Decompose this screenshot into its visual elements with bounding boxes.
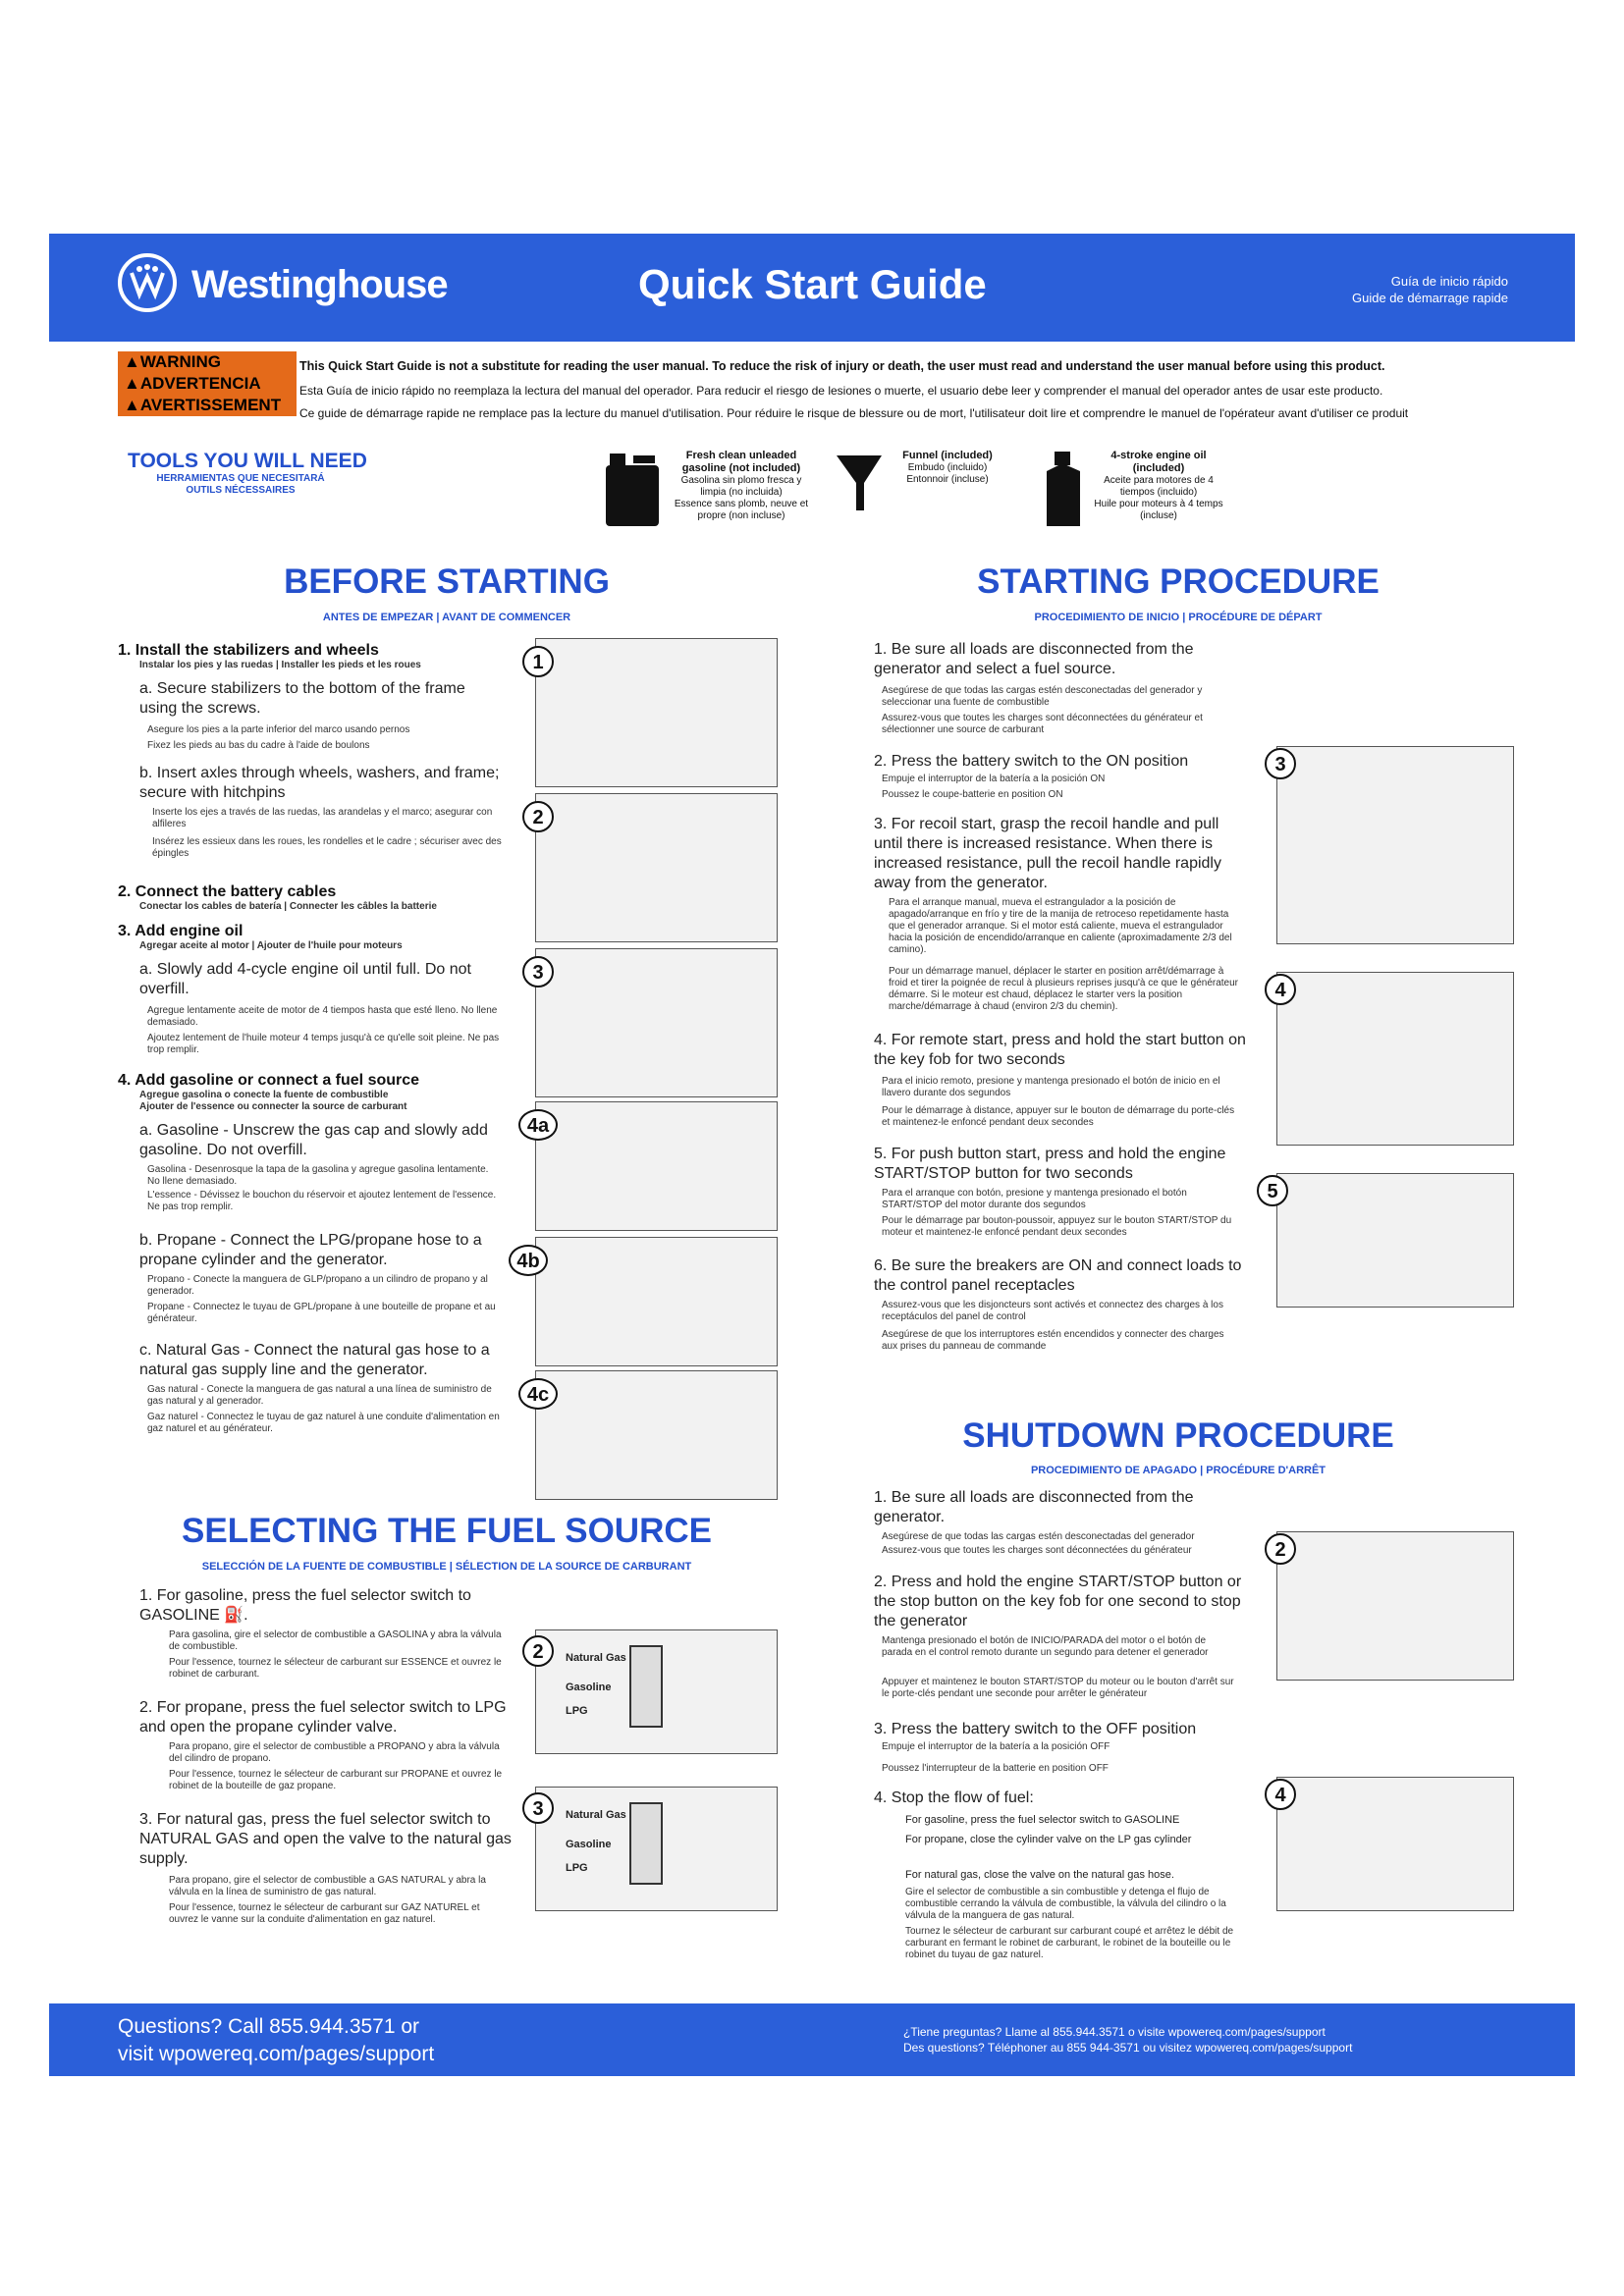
before-step3-heading: 3. Add engine oil (118, 923, 244, 939)
before-step4b-es: Propano - Conecte la manguera de GLP/propano a un cilindro de propano y al generador. (147, 1274, 488, 1297)
tool-oil (1090, 450, 1227, 522)
fuel-step1-fr: Pour l'essence, tournez le sélecteur de carburant sur ESSENCE et ouvrez le robinet de carburant. (169, 1657, 502, 1680)
tool-funnel-title: Funnel (included) (902, 450, 993, 461)
tools-title: TOOLS YOU WILL NEED (128, 450, 367, 472)
before-step4a: a. Gasoline - Unscrew the gas cap and slowly add gasoline. Do not overfill. (139, 1122, 488, 1158)
shut-step4-natural-gas: For natural gas, close the valve on the natural gas hose. (905, 1869, 1174, 1881)
fuel-step3-es: Para propano, gire el selector de combustible a GAS NATURAL y abra la válvula en la línea de suministro de gas natural. (169, 1875, 486, 1897)
start-step5-es: Para el arranque con botón, presione y mantenga presionado el botón START/STOP del motor durante dos segundos (882, 1188, 1187, 1210)
subtitle-fr: Guide de démarrage rapide (1352, 291, 1508, 305)
fuel-source-title: SELECTING THE FUEL SOURCE (182, 1512, 712, 1550)
before-step1a-fr: Fixez les pieds au bas du cadre à l'aide de boulons (147, 740, 370, 751)
tool-gasoline-es: Gasolina sin plomo fresca y limpia (no incluida) (680, 475, 802, 498)
switch-gasoline-label: Gasoline (566, 1682, 612, 1693)
fuel-step2-fr: Pour l'essence, tournez le sélecteur de carburant sur PROPANE et ouvrez le robinet de la bouteille de gaz propane. (169, 1769, 503, 1791)
tool-gasoline-fr: Essence sans plomb, neuve et propre (non incluse) (674, 499, 809, 521)
tool-funnel-es: Embudo (incluido) (907, 462, 988, 473)
fuel-step1-es: Para gasolina, gire el selector de combustible a GASOLINA y abra la válvula de combustible. (169, 1629, 502, 1652)
tool-funnel-fr: Entonnoir (incluse) (906, 474, 989, 485)
fuel-step2-es: Para propano, gire el selector de combustible a PROPANO y abra la válvula del cilindro de propano. (169, 1741, 500, 1764)
shut-step4: 4. Stop the flow of fuel: (874, 1789, 1034, 1806)
before-step1a-es: Asegure los pies a la parte inferior del marco usando pernos (147, 724, 410, 735)
badge-4a: 4a (518, 1109, 558, 1141)
badge-start-5: 5 (1257, 1175, 1288, 1206)
subtitle-es: Guía de inicio rápido (1390, 274, 1508, 289)
shut-step3-fr: Poussez l'interrupteur de la batterie en position OFF (882, 1763, 1109, 1774)
before-step4c-fr: Gaz naturel - Connectez le tuyau de gaz naturel à une conduite d'alimentation en gaz naturel et au générateur. (147, 1412, 500, 1434)
start-step1: 1. Be sure all loads are disconnected from the generator and select a fuel source. (874, 641, 1194, 677)
shutdown-title: SHUTDOWN PROCEDURE (962, 1416, 1394, 1455)
start-step4: 4. For remote start, press and hold the start button on the key fob for two seconds (874, 1032, 1246, 1068)
start-step5: 5. For push button start, press and hold the engine START/STOP button for two seconds (874, 1146, 1226, 1182)
before-starting-title: BEFORE STARTING (284, 562, 610, 601)
illustration-battery (535, 793, 778, 942)
gas-can-icon (604, 452, 661, 528)
before-starting-sub: ANTES DE EMPEZAR | AVANT DE COMMENCER (322, 612, 571, 623)
before-step4b: b. Propane - Connect the LPG/propane hose to a propane cylinder and the generator. (139, 1232, 482, 1268)
warning-text-fr: Ce guide de démarrage rapide ne remplace pas la lecture du manuel d'utilisation. Pour réduire le risque de blessure ou de mort, l'utilisateur doit lire et comprendre le manuel de l'opérateur avant d'utiliser ce produit (299, 406, 1409, 420)
footer-question-en-2: visit wpowereq.com/pages/support (118, 2043, 435, 2065)
header-banner (49, 234, 1575, 342)
start-step2-fr: Poussez le coupe-batterie en position ON (882, 789, 1063, 800)
shut-step3-es: Empuje el interruptor de la batería a la posición OFF (882, 1741, 1110, 1752)
fuel-selector-switch (629, 1802, 663, 1885)
shut-step3: 3. Press the battery switch to the OFF position (874, 1721, 1197, 1737)
before-step1b: b. Insert axles through wheels, washers, and frame; secure with hitchpins (139, 765, 500, 801)
badge-1: 1 (522, 646, 554, 677)
tool-gasoline (668, 450, 815, 522)
fuel-selector-switch (629, 1645, 663, 1728)
start-step2-es: Empuje el interruptor de la batería a la posición ON (882, 774, 1106, 784)
before-step4-heading: 4. Add gasoline or connect a fuel source (118, 1072, 420, 1089)
before-step3a-fr: Ajoutez lentement de l'huile moteur 4 temps jusqu'à ce qu'elle soit pleine. Ne pas trop remplir. (147, 1033, 500, 1055)
start-step4-es: Para el inicio remoto, presione y mantenga presionado el botón de inicio en el llavero durante dos segundos (882, 1076, 1220, 1098)
warning-text-en: This Quick Start Guide is not a substitute for reading the user manual. To reduce the risk of injury or death, the user must read and understand the user manual before using this product. (299, 359, 1385, 373)
shut-step2-fr: Appuyer et maintenez le bouton START/STOP du moteur ou le bouton d'arrêt sur le porte-clés pendant une seconde pour arrêter le générateur (882, 1677, 1234, 1699)
illustration-selector-ng (535, 1787, 778, 1911)
start-step3-es: Para el arranque manual, mueva el estrangulador a la posición de apagado/arranque en frío y tire de la manija de retroceso repetidamente hasta que el generador arranque. Si el motor está caliente, mueva el estrangulador hacia la posición de encendido/arranque en caliente (aproximadamente 2/3 del camino). (889, 897, 1232, 955)
shut-step2: 2. Press and hold the engine START/STOP button or the stop button on the key fob for one second to stop the generator (874, 1574, 1242, 1629)
start-step3: 3. For recoil start, grasp the recoil handle and pull until there is increased resistance. When there is increased resistance, pull the recoil handle rapidly away from the generator. (874, 816, 1221, 891)
warning-label-es: ▲ADVERTENCIA (118, 373, 297, 395)
fuel-step2: 2. For propane, press the fuel selector switch to LPG and open the propane cylinder valve. (139, 1699, 507, 1735)
shut-step4-gasoline: For gasoline, press the fuel selector switch to GASOLINE (905, 1814, 1180, 1826)
before-step4a-es: Gasolina - Desenrosque la tapa de la gasolina y agregue gasolina lentamente. No llene demasiado. (147, 1164, 489, 1187)
oil-bottle-icon (1041, 450, 1085, 528)
illustration-stop-button (1276, 1531, 1514, 1681)
westinghouse-logo-icon (118, 253, 177, 312)
start-step2: 2. Press the battery switch to the ON position (874, 753, 1189, 770)
before-step3a: a. Slowly add 4-cycle engine oil until full. Do not overfill. (139, 961, 471, 997)
badge-shut-4: 4 (1265, 1779, 1296, 1810)
illustration-natural-gas (535, 1370, 778, 1500)
warning-text-es: Esta Guía de inicio rápido no reemplaza la lectura del manual del operador. Para reducir el riesgo de lesiones o muerte, el usuario debe leer y comprender el manual del operador antes de usar este producto. (299, 384, 1383, 398)
before-step4-sub-es: Agregue gasolina o conecte la fuente de combustible (139, 1090, 389, 1100)
fuel-step1: 1. For gasoline, press the fuel selector switch to GASOLINE ⛽. (139, 1587, 471, 1624)
tool-oil-es: Aceite para motores de 4 tiempos (incluido) (1104, 475, 1214, 498)
shut-step2-es: Mantenga presionado el botón de INICIO/PARADA del motor o el botón de parada en el control remoto durante un segundo para detener el generador (882, 1635, 1209, 1658)
before-step2-sub: Conectar los cables de batería | Connecter les câbles la batterie (139, 901, 437, 912)
start-step6-es: Assurez-vous que les disjoncteurs sont activés et connectez des charges à los receptáculos del panel de control (882, 1300, 1223, 1322)
illustration-start-button (1276, 1173, 1514, 1308)
start-step1-fr: Assurez-vous que toutes les charges sont déconnectées du générateur et sélectionner une source de carburant (882, 713, 1203, 735)
before-step4c-es: Gas natural - Conecte la manguera de gas natural a una línea de suministro de gas natural y al generador. (147, 1384, 492, 1407)
switch-lpg-label: LPG (566, 1862, 588, 1874)
before-step4-sub-fr: Ajouter de l'essence ou connecter la source de carburant (139, 1101, 407, 1112)
illustration-recoil (1276, 746, 1514, 944)
before-step1-sub: Instalar los pies y las ruedas | Installer les pieds et les roues (139, 660, 421, 670)
before-step4c: c. Natural Gas - Connect the natural gas hose to a natural gas supply line and the generator. (139, 1342, 490, 1378)
footer-question-en-1: Questions? Call 855.944.3571 or (118, 2015, 420, 2038)
before-step1b-fr: Insérez les essieux dans les roues, les rondelles et le cadre ; sécuriser avec des épingles (152, 836, 502, 859)
footer-question-es: ¿Tiene preguntas? Llame al 855.944.3571 o visite wpowereq.com/pages/support (903, 2025, 1326, 2039)
illustration-stabilizers (535, 638, 778, 787)
illustration-oil (535, 948, 778, 1097)
fuel-source-sub: SELECCIÓN DE LA FUENTE DE COMBUSTIBLE | SÉLECTION DE LA SOURCE DE CARBURANT (201, 1561, 692, 1573)
shut-step4-es: Gire el selector de combustible a sin combustible y detenga el flujo de combustible cerrando la válvula de combustible, la válvula del cilindro o la válvula de la manguera de gas natural. (905, 1887, 1226, 1921)
illustration-key-fob (1276, 972, 1514, 1146)
badge-4c: 4c (518, 1378, 558, 1410)
badge-fuel-2: 2 (522, 1635, 554, 1667)
switch-lpg-label: LPG (566, 1705, 588, 1717)
shut-step1: 1. Be sure all loads are disconnected from the generator. (874, 1489, 1194, 1525)
illustration-fuel-valve (1276, 1777, 1514, 1911)
shut-step1-fr: Assurez-vous que toutes les charges sont déconnectées du générateur (882, 1545, 1192, 1556)
shut-step4-propane: For propane, close the cylinder valve on the LP gas cylinder (905, 1834, 1192, 1845)
before-step4b-fr: Propane - Connectez le tuyau de GPL/propane à une bouteille de propane et au générateur. (147, 1302, 496, 1324)
illustration-gasoline (535, 1101, 778, 1231)
illustration-propane (535, 1237, 778, 1366)
before-step1b-es: Inserte los ejes a través de las ruedas, las arandelas y el marco; asegurar con alfileres (152, 807, 493, 829)
badge-2: 2 (522, 801, 554, 832)
badge-start-3: 3 (1265, 748, 1296, 779)
badge-shut-2: 2 (1265, 1533, 1296, 1565)
start-step5-fr: Pour le démarrage par bouton-poussoir, appuyez sur le bouton START/STOP du moteur et maintenez-le enfoncé pendant deux secondes (882, 1215, 1232, 1238)
page-title: Quick Start Guide (638, 261, 987, 307)
before-step1-heading: 1. Install the stabilizers and wheels (118, 642, 379, 659)
start-step1-es: Asegúrese de que todas las cargas estén desconectadas del generador y seleccionar una fuente de combustible (882, 685, 1203, 708)
tool-oil-fr: Huile pour moteurs à 4 temps (incluse) (1094, 499, 1223, 521)
shutdown-sub: PROCEDIMIENTO DE APAGADO | PROCÉDURE D'ARRÊT (1030, 1465, 1326, 1476)
shut-step4-fr: Tournez le sélecteur de carburant sur carburant coupé et arrêtez le débit de carburant en fermant le robinet de carburant, le robinet de la bouteille ou le robinet du tuyau de gaz naturel. (905, 1926, 1234, 1960)
brand-name: Westinghouse (191, 263, 448, 306)
fuel-step3-fr: Pour l'essence, tournez le sélecteur de carburant sur GAZ NATUREL et ouvrez le vanne sur la conduite d'alimentation en gaz naturel. (169, 1902, 480, 1925)
illustration-selector-lpg (535, 1629, 778, 1754)
starting-title: STARTING PROCEDURE (977, 562, 1380, 601)
before-step4a-fr: L'essence - Dévissez le bouchon du réservoir et ajoutez lentement de l'essence. Ne pas trop remplir. (147, 1190, 497, 1212)
before-step3-sub: Agregar aceite al motor | Ajouter de l'huile pour moteurs (139, 940, 403, 951)
tools-sub-fr: OUTILS NÉCESSAIRES (186, 485, 296, 496)
before-step1a: a. Secure stabilizers to the bottom of the frame using the screws. (139, 680, 465, 717)
footer-banner (49, 2003, 1575, 2076)
fuel-step3: 3. For natural gas, press the fuel selector switch to NATURAL GAS and open the valve to the natural gas supply. (139, 1811, 512, 1867)
tool-funnel (889, 450, 1006, 486)
warning-label-en: ▲WARNING (118, 351, 297, 373)
before-step3a-es: Agregue lentamente aceite de motor de 4 tiempos hasta que esté lleno. No llene demasiado. (147, 1005, 498, 1028)
switch-natural-gas-label: Natural Gas (566, 1652, 626, 1664)
badge-fuel-3: 3 (522, 1792, 554, 1824)
starting-sub: PROCEDIMIENTO DE INICIO | PROCÉDURE DE DÉPART (1034, 612, 1323, 623)
before-step2-heading: 2. Connect the battery cables (118, 883, 337, 900)
start-step6: 6. Be sure the breakers are ON and connect loads to the control panel receptacles (874, 1257, 1242, 1294)
badge-4b: 4b (509, 1245, 548, 1276)
start-step3-fr: Pour un démarrage manuel, déplacer le starter en position arrêt/démarrage à froid et tirer la poignée de recul à plusieurs reprises jusqu'à ce que le générateur démarre. Si le moteur est chaud, déplacez le starter vers la position marche/démarrage à chaud (environ 2/3 du chemin). (889, 966, 1239, 1012)
footer-question-fr: Des questions? Téléphoner au 855 944-3571 ou visitez wpowereq.com/pages/support (903, 2041, 1353, 2055)
badge-start-4: 4 (1265, 974, 1296, 1005)
tool-gasoline-title: Fresh clean unleaded gasoline (not included) (681, 450, 801, 474)
switch-gasoline-label: Gasoline (566, 1839, 612, 1850)
tools-sub-es: HERRAMIENTAS QUE NECESITARÁ (156, 473, 325, 484)
tool-oil-title: 4-stroke engine oil (included) (1110, 450, 1207, 474)
shut-step1-es: Asegúrese de que todas las cargas estén desconectadas del generador (882, 1531, 1195, 1542)
warning-label-fr: ▲AVERTISSEMENT (118, 395, 297, 416)
badge-3: 3 (522, 956, 554, 988)
start-step4-fr: Pour le démarrage à distance, appuyer sur le bouton de démarrage du porte-clés et maintenez-le enfoncé pendant deux secondes (882, 1105, 1235, 1128)
start-step6-fr: Asegúrese de que los interruptores estén encendidos y connecter des charges aux prises du panneau de commande (882, 1329, 1224, 1352)
funnel-icon (835, 452, 884, 510)
page-subtitle (1352, 273, 1508, 306)
switch-natural-gas-label: Natural Gas (566, 1809, 626, 1821)
